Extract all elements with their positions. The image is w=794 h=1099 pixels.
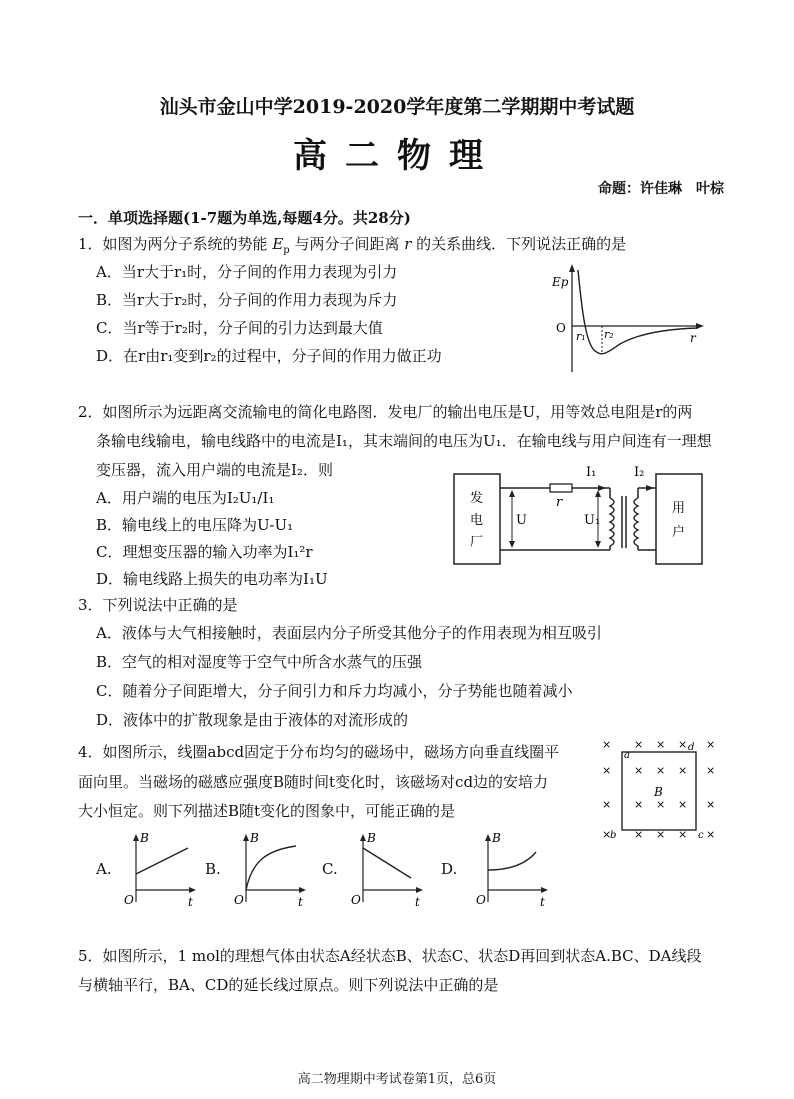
corner-a: a	[624, 750, 630, 761]
graph-c-line	[363, 848, 411, 878]
field-x-mark: ×	[634, 798, 644, 811]
svg-text:B: B	[492, 831, 501, 845]
field-x-mark: ×	[656, 828, 666, 841]
section-title: 一．单项选择题(1-7题为单选,每题4分。共28分)	[78, 209, 411, 227]
plant-label-2: 电	[470, 513, 484, 528]
page-footer: 高二物理期中考试卷第1页，总6页	[297, 1072, 497, 1087]
q3-option-b: B．空气的相对湿度等于空气中所含水蒸气的压强	[96, 653, 423, 671]
q2-circuit-figure	[450, 462, 710, 574]
field-x-mark: ×	[634, 764, 644, 777]
q2-stem-line3: 变压器，流入用户端的电流是I₂．则	[96, 461, 333, 479]
q3-stem: 3．下列说法中正确的是	[78, 596, 238, 614]
i2-arrow	[646, 485, 654, 491]
q4-coil-in-field-figure	[592, 734, 718, 848]
q1-stem: 1．如图为两分子系统的势能 $E_p$ 与两分子间距离 r 的关系曲线．下列说法正确的是	[78, 235, 627, 256]
q1-option-b: B．当r大于r₂时，分子间的作用力表现为斥力	[96, 291, 398, 309]
q2-stem-line1: 2．如图所示为远距离交流输电的简化电路图．发电厂的输出电压是U，用等效总电阻是r的两	[78, 403, 693, 421]
u1-arrow-down	[595, 541, 601, 548]
r1-label: r₁	[576, 330, 586, 343]
q4-stem-line1: 4．如图所示，线圈abcd固定于分布均匀的磁场中，磁场方向垂直线圈平	[78, 743, 560, 761]
q1-potential-energy-figure	[548, 262, 708, 374]
field-x-mark: ×	[706, 764, 716, 777]
svg-text:t: t	[188, 895, 193, 909]
q4-option-b-label: B.	[205, 860, 221, 878]
u-arrow-down	[509, 541, 515, 548]
field-x-mark: ×	[656, 738, 666, 751]
q3-option-d: D．液体中的扩散现象是由于液体的对流形成的	[96, 711, 409, 729]
plant-label-1: 发	[470, 491, 484, 506]
q4-graph-a	[118, 830, 198, 910]
graph-b-curve	[246, 846, 296, 890]
q4-option-d-label: D.	[441, 860, 458, 878]
field-x-mark: ×	[602, 738, 612, 751]
q3-option-c: C．随着分子间距增大，分子间引力和斥力均减小，分子势能也随着减小	[96, 682, 573, 700]
q1-option-a: A．当r大于r₁时，分子间的作用力表现为引力	[96, 263, 398, 281]
resistor	[550, 484, 572, 492]
corner-c: c	[698, 830, 704, 841]
q2-stem-line2: 条输电线输电，输电线路中的电流是I₁，其末端间的电压为U₁．在输电线与用户间连有一理想	[96, 432, 712, 450]
svg-text:t: t	[540, 895, 545, 909]
svg-text:B: B	[140, 831, 149, 845]
potential-curve	[578, 270, 698, 354]
r-label: r	[690, 331, 696, 345]
y-arrow	[569, 264, 575, 272]
q2-option-b: B．输电线上的电压降为U-U₁	[96, 516, 294, 534]
q2-option-c: C．理想变压器的输入功率为I₁²r	[96, 543, 313, 561]
field-x-mark: ×	[602, 828, 612, 841]
svg-text:O: O	[234, 893, 244, 907]
u1-arrow-up	[595, 490, 601, 497]
exam-title: 汕头市金山中学2019-2020学年度第二学期期中考试题	[159, 96, 635, 118]
corner-d: d	[688, 742, 695, 753]
graph-d-curve	[488, 852, 536, 870]
q4-graph-b	[228, 830, 308, 910]
svg-text:t: t	[298, 895, 303, 909]
q1-option-c: C．当r等于r₂时，分子间的引力达到最大值	[96, 319, 383, 337]
q4-option-c-label: C.	[322, 860, 338, 878]
field-x-mark: ×	[678, 764, 688, 777]
i1-arrow	[598, 485, 606, 491]
q2-option-d: D．输电线路上损失的电功率为I₁U	[96, 570, 328, 588]
resistor-label: r	[556, 495, 563, 510]
q2-option-a: A．用户端的电压为I₂U₁/I₁	[96, 489, 275, 507]
field-x-mark: ×	[706, 798, 716, 811]
primary-coil	[610, 498, 614, 546]
i1-label: I₁	[586, 465, 597, 480]
field-x-mark: ×	[634, 828, 644, 841]
svg-text:O: O	[476, 893, 486, 907]
field-x-mark: ×	[706, 738, 716, 751]
field-x-mark: ×	[656, 764, 666, 777]
q4-graph-d	[470, 830, 550, 910]
origin-label: O	[556, 321, 566, 335]
svg-text:O: O	[124, 893, 134, 907]
q5-stem-line1: 5．如图所示，1 mol的理想气体由状态A经状态B、状态C、状态D再回到状态A.BC、DA线段	[78, 947, 702, 965]
corner-b: b	[610, 830, 617, 841]
q4-stem-line2: 面向里。当磁场的磁感应强度B随时间t变化时，该磁场对cd边的安培力	[78, 773, 549, 791]
q4-stem-line3: 大小恒定。则下列描述B随t变化的图象中，可能正确的是	[78, 802, 456, 820]
r2-label: r₂	[604, 328, 614, 341]
field-x-mark: ×	[678, 738, 688, 751]
svg-text:B: B	[367, 831, 376, 845]
field-x-mark: ×	[678, 798, 688, 811]
field-x-mark: ×	[602, 764, 612, 777]
field-b-label: B	[654, 785, 663, 799]
field-x-mark: ×	[602, 798, 612, 811]
q5-stem-line2: 与横轴平行，BA、CD的延长线过原点。则下列说法中正确的是	[78, 976, 499, 994]
svg-text:O: O	[351, 893, 361, 907]
field-x-mark: ×	[706, 828, 716, 841]
user-label-2: 户	[672, 525, 686, 540]
u-arrow-up	[509, 490, 515, 497]
u-label: U	[516, 513, 527, 528]
q1-option-d: D．在r由r₁变到r₂的过程中，分子间的作用力做正功	[96, 347, 442, 365]
q4-graph-c	[345, 830, 425, 910]
plant-label-3: 厂	[470, 535, 484, 550]
svg-text:t: t	[415, 895, 420, 909]
field-x-mark: ×	[634, 738, 644, 751]
q3-option-a: A．液体与大气相接触时，表面层内分子所受其他分子的作用表现为相互吸引	[96, 624, 602, 642]
subject-title: 高二物理	[293, 136, 501, 176]
graph-a-line	[136, 848, 188, 874]
user-label-1: 用	[672, 501, 686, 516]
field-x-mark: ×	[656, 798, 666, 811]
ep-label: Ep	[552, 275, 569, 289]
u1-label: U₁	[584, 513, 601, 528]
svg-text:B: B	[250, 831, 259, 845]
field-x-mark: ×	[678, 828, 688, 841]
user-box	[656, 474, 702, 564]
q4-option-a-label: A.	[96, 860, 112, 878]
i2-label: I₂	[634, 465, 645, 480]
authors: 命题：许佳琳 叶棕	[598, 181, 724, 197]
secondary-coil	[634, 498, 638, 546]
